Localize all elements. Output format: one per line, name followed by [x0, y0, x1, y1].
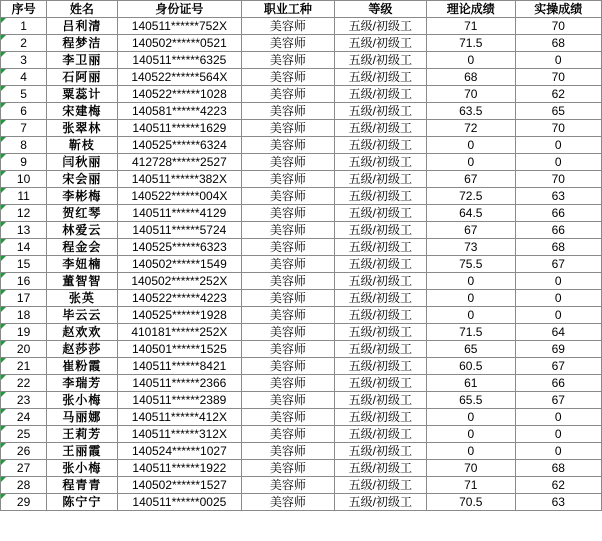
cell-theory-score: 60.5 — [427, 358, 515, 375]
table-row[interactable] — [1, 409, 602, 426]
cell-theory-score: 63.5 — [427, 103, 515, 120]
cell-name: 粟蕊计 — [47, 86, 117, 103]
cell-name: 赵莎莎 — [47, 341, 117, 358]
cell-name: 崔粉霞 — [47, 358, 117, 375]
cell-job: 美容师 — [242, 35, 334, 52]
cell-practice-score: 63 — [515, 494, 601, 511]
cell-index: 29 — [1, 494, 47, 511]
cell-practice-score: 0 — [515, 137, 601, 154]
cell-theory-score: 71.5 — [427, 324, 515, 341]
cell-id-number: 140502******252X — [117, 273, 242, 290]
cell-job: 美容师 — [242, 171, 334, 188]
cell-theory-score: 65.5 — [427, 392, 515, 409]
cell-name: 李瑞芳 — [47, 375, 117, 392]
cell-id-number: 140502******1527 — [117, 477, 242, 494]
cell-practice-score: 0 — [515, 443, 601, 460]
cell-level: 五级/初级工 — [334, 154, 426, 171]
cell-job: 美容师 — [242, 205, 334, 222]
cell-practice-score: 68 — [515, 460, 601, 477]
cell-practice-score: 67 — [515, 392, 601, 409]
cell-id-number: 140522******564X — [117, 69, 242, 86]
cell-index: 8 — [1, 137, 47, 154]
cell-practice-score: 62 — [515, 86, 601, 103]
cell-level: 五级/初级工 — [334, 188, 426, 205]
cell-index: 1 — [1, 18, 47, 35]
cell-id-number: 140511******2389 — [117, 392, 242, 409]
cell-index: 25 — [1, 426, 47, 443]
table-row[interactable] — [1, 154, 602, 171]
cell-id-number: 140511******5724 — [117, 222, 242, 239]
cell-index: 3 — [1, 52, 47, 69]
cell-theory-score: 71.5 — [427, 35, 515, 52]
cell-level: 五级/初级工 — [334, 52, 426, 69]
cell-job: 美容师 — [242, 460, 334, 477]
table-row[interactable] — [1, 239, 602, 256]
cell-index: 15 — [1, 256, 47, 273]
cell-level: 五级/初级工 — [334, 324, 426, 341]
cell-level: 五级/初级工 — [334, 477, 426, 494]
cell-job: 美容师 — [242, 154, 334, 171]
table-row[interactable] — [1, 256, 602, 273]
cell-index: 20 — [1, 341, 47, 358]
cell-level: 五级/初级工 — [334, 409, 426, 426]
cell-index: 10 — [1, 171, 47, 188]
cell-job: 美容师 — [242, 52, 334, 69]
cell-practice-score: 0 — [515, 290, 601, 307]
cell-index: 2 — [1, 35, 47, 52]
cell-theory-score: 64.5 — [427, 205, 515, 222]
cell-index: 13 — [1, 222, 47, 239]
cell-practice-score: 66 — [515, 222, 601, 239]
table-row[interactable] — [1, 205, 602, 222]
cell-index: 14 — [1, 239, 47, 256]
cell-name: 李彬梅 — [47, 188, 117, 205]
cell-index: 23 — [1, 392, 47, 409]
cell-name: 程金会 — [47, 239, 117, 256]
cell-level: 五级/初级工 — [334, 341, 426, 358]
cell-index: 9 — [1, 154, 47, 171]
cell-index: 7 — [1, 120, 47, 137]
table-row[interactable] — [1, 358, 602, 375]
cell-index: 28 — [1, 477, 47, 494]
cell-level: 五级/初级工 — [334, 205, 426, 222]
cell-job: 美容师 — [242, 86, 334, 103]
cell-name: 吕利清 — [47, 18, 117, 35]
table-row[interactable] — [1, 273, 602, 290]
cell-practice-score: 66 — [515, 375, 601, 392]
cell-id-number: 140522******4223 — [117, 290, 242, 307]
cell-name: 宋建梅 — [47, 103, 117, 120]
cell-id-number: 412728******2527 — [117, 154, 242, 171]
cell-id-number: 140502******1549 — [117, 256, 242, 273]
table-row[interactable] — [1, 103, 602, 120]
cell-id-number: 140502******0521 — [117, 35, 242, 52]
table-row[interactable] — [1, 477, 602, 494]
cell-level: 五级/初级工 — [334, 290, 426, 307]
cell-level: 五级/初级工 — [334, 375, 426, 392]
column-header-theory: 理论成绩 — [427, 1, 515, 18]
cell-level: 五级/初级工 — [334, 460, 426, 477]
column-header-name: 姓名 — [47, 1, 117, 18]
cell-id-number: 140511******1629 — [117, 120, 242, 137]
cell-practice-score: 70 — [515, 18, 601, 35]
cell-level: 五级/初级工 — [334, 392, 426, 409]
cell-id-number: 140511******6325 — [117, 52, 242, 69]
cell-practice-score: 0 — [515, 273, 601, 290]
cell-practice-score: 0 — [515, 154, 601, 171]
cell-id-number: 140511******2366 — [117, 375, 242, 392]
cell-name: 陈宁宁 — [47, 494, 117, 511]
table-row[interactable] — [1, 392, 602, 409]
cell-practice-score: 0 — [515, 307, 601, 324]
cell-job: 美容师 — [242, 120, 334, 137]
cell-practice-score: 69 — [515, 341, 601, 358]
cell-name: 张小梅 — [47, 392, 117, 409]
cell-practice-score: 0 — [515, 52, 601, 69]
cell-theory-score: 71 — [427, 18, 515, 35]
cell-index: 27 — [1, 460, 47, 477]
cell-index: 12 — [1, 205, 47, 222]
cell-job: 美容师 — [242, 18, 334, 35]
cell-id-number: 140511******752X — [117, 18, 242, 35]
cell-job: 美容师 — [242, 307, 334, 324]
cell-index: 5 — [1, 86, 47, 103]
cell-level: 五级/初级工 — [334, 222, 426, 239]
cell-name: 李卫丽 — [47, 52, 117, 69]
column-header-id: 身份证号 — [117, 1, 242, 18]
cell-level: 五级/初级工 — [334, 137, 426, 154]
cell-theory-score: 0 — [427, 426, 515, 443]
cell-level: 五级/初级工 — [334, 358, 426, 375]
cell-job: 美容师 — [242, 375, 334, 392]
cell-job: 美容师 — [242, 341, 334, 358]
cell-job: 美容师 — [242, 358, 334, 375]
cell-theory-score: 70 — [427, 460, 515, 477]
cell-id-number: 140522******004X — [117, 188, 242, 205]
cell-job: 美容师 — [242, 477, 334, 494]
table-row[interactable] — [1, 494, 602, 511]
table-row[interactable] — [1, 86, 602, 103]
cell-level: 五级/初级工 — [334, 443, 426, 460]
cell-name: 马丽娜 — [47, 409, 117, 426]
cell-id-number: 140525******6323 — [117, 239, 242, 256]
table-row[interactable] — [1, 460, 602, 477]
cell-level: 五级/初级工 — [334, 120, 426, 137]
cell-practice-score: 63 — [515, 188, 601, 205]
cell-id-number: 140511******382X — [117, 171, 242, 188]
table-row[interactable] — [1, 375, 602, 392]
cell-index: 18 — [1, 307, 47, 324]
cell-name: 林爱云 — [47, 222, 117, 239]
cell-job: 美容师 — [242, 409, 334, 426]
cell-theory-score: 68 — [427, 69, 515, 86]
cell-id-number: 140511******412X — [117, 409, 242, 426]
table-row[interactable] — [1, 120, 602, 137]
cell-index: 6 — [1, 103, 47, 120]
cell-level: 五级/初级工 — [334, 256, 426, 273]
cell-name: 李妞楠 — [47, 256, 117, 273]
cell-practice-score: 68 — [515, 239, 601, 256]
cell-level: 五级/初级工 — [334, 494, 426, 511]
cell-index: 11 — [1, 188, 47, 205]
cell-job: 美容师 — [242, 69, 334, 86]
cell-id-number: 140581******4223 — [117, 103, 242, 120]
cell-index: 26 — [1, 443, 47, 460]
cell-practice-score: 67 — [515, 256, 601, 273]
table-row[interactable] — [1, 426, 602, 443]
cell-theory-score: 71 — [427, 477, 515, 494]
cell-name: 董智智 — [47, 273, 117, 290]
cell-job: 美容师 — [242, 494, 334, 511]
cell-index: 21 — [1, 358, 47, 375]
cell-job: 美容师 — [242, 290, 334, 307]
cell-theory-score: 72 — [427, 120, 515, 137]
cell-index: 22 — [1, 375, 47, 392]
cell-name: 石阿丽 — [47, 69, 117, 86]
cell-theory-score: 0 — [427, 137, 515, 154]
cell-name: 王丽霞 — [47, 443, 117, 460]
cell-name: 张小梅 — [47, 460, 117, 477]
table-row[interactable] — [1, 171, 602, 188]
cell-theory-score: 70.5 — [427, 494, 515, 511]
cell-job: 美容师 — [242, 137, 334, 154]
cell-theory-score: 0 — [427, 443, 515, 460]
cell-name: 闫秋丽 — [47, 154, 117, 171]
cell-theory-score: 0 — [427, 409, 515, 426]
cell-practice-score: 70 — [515, 171, 601, 188]
cell-practice-score: 68 — [515, 35, 601, 52]
cell-id-number: 140511******1922 — [117, 460, 242, 477]
header-row — [1, 1, 602, 18]
table-row[interactable] — [1, 222, 602, 239]
cell-theory-score: 61 — [427, 375, 515, 392]
table-row[interactable] — [1, 324, 602, 341]
cell-practice-score: 65 — [515, 103, 601, 120]
cell-practice-score: 66 — [515, 205, 601, 222]
cell-job: 美容师 — [242, 222, 334, 239]
cell-id-number: 140511******312X — [117, 426, 242, 443]
cell-theory-score: 72.5 — [427, 188, 515, 205]
cell-level: 五级/初级工 — [334, 35, 426, 52]
cell-practice-score: 70 — [515, 120, 601, 137]
cell-index: 16 — [1, 273, 47, 290]
cell-level: 五级/初级工 — [334, 103, 426, 120]
cell-id-number: 410181******252X — [117, 324, 242, 341]
cell-level: 五级/初级工 — [334, 18, 426, 35]
cell-job: 美容师 — [242, 239, 334, 256]
cell-practice-score: 0 — [515, 426, 601, 443]
cell-practice-score: 0 — [515, 409, 601, 426]
cell-job: 美容师 — [242, 426, 334, 443]
cell-theory-score: 75.5 — [427, 256, 515, 273]
column-header-practice: 实操成绩 — [515, 1, 601, 18]
cell-job: 美容师 — [242, 188, 334, 205]
table-row[interactable] — [1, 443, 602, 460]
cell-theory-score: 0 — [427, 290, 515, 307]
table-body — [1, 18, 602, 511]
cell-job: 美容师 — [242, 443, 334, 460]
table-row[interactable] — [1, 52, 602, 69]
cell-theory-score: 67 — [427, 171, 515, 188]
cell-id-number: 140522******1028 — [117, 86, 242, 103]
cell-level: 五级/初级工 — [334, 69, 426, 86]
table-row[interactable] — [1, 341, 602, 358]
cell-id-number: 140525******6324 — [117, 137, 242, 154]
cell-name: 程青青 — [47, 477, 117, 494]
cell-job: 美容师 — [242, 392, 334, 409]
table-row[interactable] — [1, 188, 602, 205]
cell-practice-score: 64 — [515, 324, 601, 341]
table-row[interactable] — [1, 18, 602, 35]
column-header-job: 职业工种 — [242, 1, 334, 18]
table-row[interactable] — [1, 137, 602, 154]
cell-name: 赵欢欢 — [47, 324, 117, 341]
cell-level: 五级/初级工 — [334, 86, 426, 103]
cell-id-number: 140511******8421 — [117, 358, 242, 375]
cell-level: 五级/初级工 — [334, 307, 426, 324]
cell-level: 五级/初级工 — [334, 171, 426, 188]
cell-name: 靳枝 — [47, 137, 117, 154]
cell-theory-score: 0 — [427, 154, 515, 171]
cell-level: 五级/初级工 — [334, 273, 426, 290]
cell-name: 宋会丽 — [47, 171, 117, 188]
cell-id-number: 140501******1525 — [117, 341, 242, 358]
cell-name: 贺红琴 — [47, 205, 117, 222]
cell-level: 五级/初级工 — [334, 239, 426, 256]
cell-theory-score: 0 — [427, 307, 515, 324]
column-header-index: 序号 — [1, 1, 47, 18]
cell-theory-score: 0 — [427, 273, 515, 290]
cell-name: 程梦洁 — [47, 35, 117, 52]
cell-name: 张英 — [47, 290, 117, 307]
cell-name: 王莉芳 — [47, 426, 117, 443]
table-row[interactable] — [1, 290, 602, 307]
cell-theory-score: 67 — [427, 222, 515, 239]
cell-name: 毕云云 — [47, 307, 117, 324]
cell-job: 美容师 — [242, 256, 334, 273]
table-row[interactable] — [1, 35, 602, 52]
cell-id-number: 140511******4129 — [117, 205, 242, 222]
table-header — [1, 1, 602, 18]
cell-index: 19 — [1, 324, 47, 341]
cell-theory-score: 65 — [427, 341, 515, 358]
cell-level: 五级/初级工 — [334, 426, 426, 443]
cell-job: 美容师 — [242, 273, 334, 290]
cell-id-number: 140525******1928 — [117, 307, 242, 324]
column-header-level: 等级 — [334, 1, 426, 18]
cell-job: 美容师 — [242, 103, 334, 120]
table-row[interactable] — [1, 307, 602, 324]
cell-practice-score: 62 — [515, 477, 601, 494]
cell-theory-score: 0 — [427, 52, 515, 69]
cell-id-number: 140511******0025 — [117, 494, 242, 511]
cell-index: 24 — [1, 409, 47, 426]
cell-practice-score: 70 — [515, 69, 601, 86]
cell-id-number: 140524******1027 — [117, 443, 242, 460]
cell-index: 17 — [1, 290, 47, 307]
table-row[interactable] — [1, 69, 602, 86]
cell-theory-score: 73 — [427, 239, 515, 256]
cell-job: 美容师 — [242, 324, 334, 341]
cell-index: 4 — [1, 69, 47, 86]
cell-name: 张翠林 — [47, 120, 117, 137]
cell-practice-score: 67 — [515, 358, 601, 375]
cell-theory-score: 70 — [427, 86, 515, 103]
